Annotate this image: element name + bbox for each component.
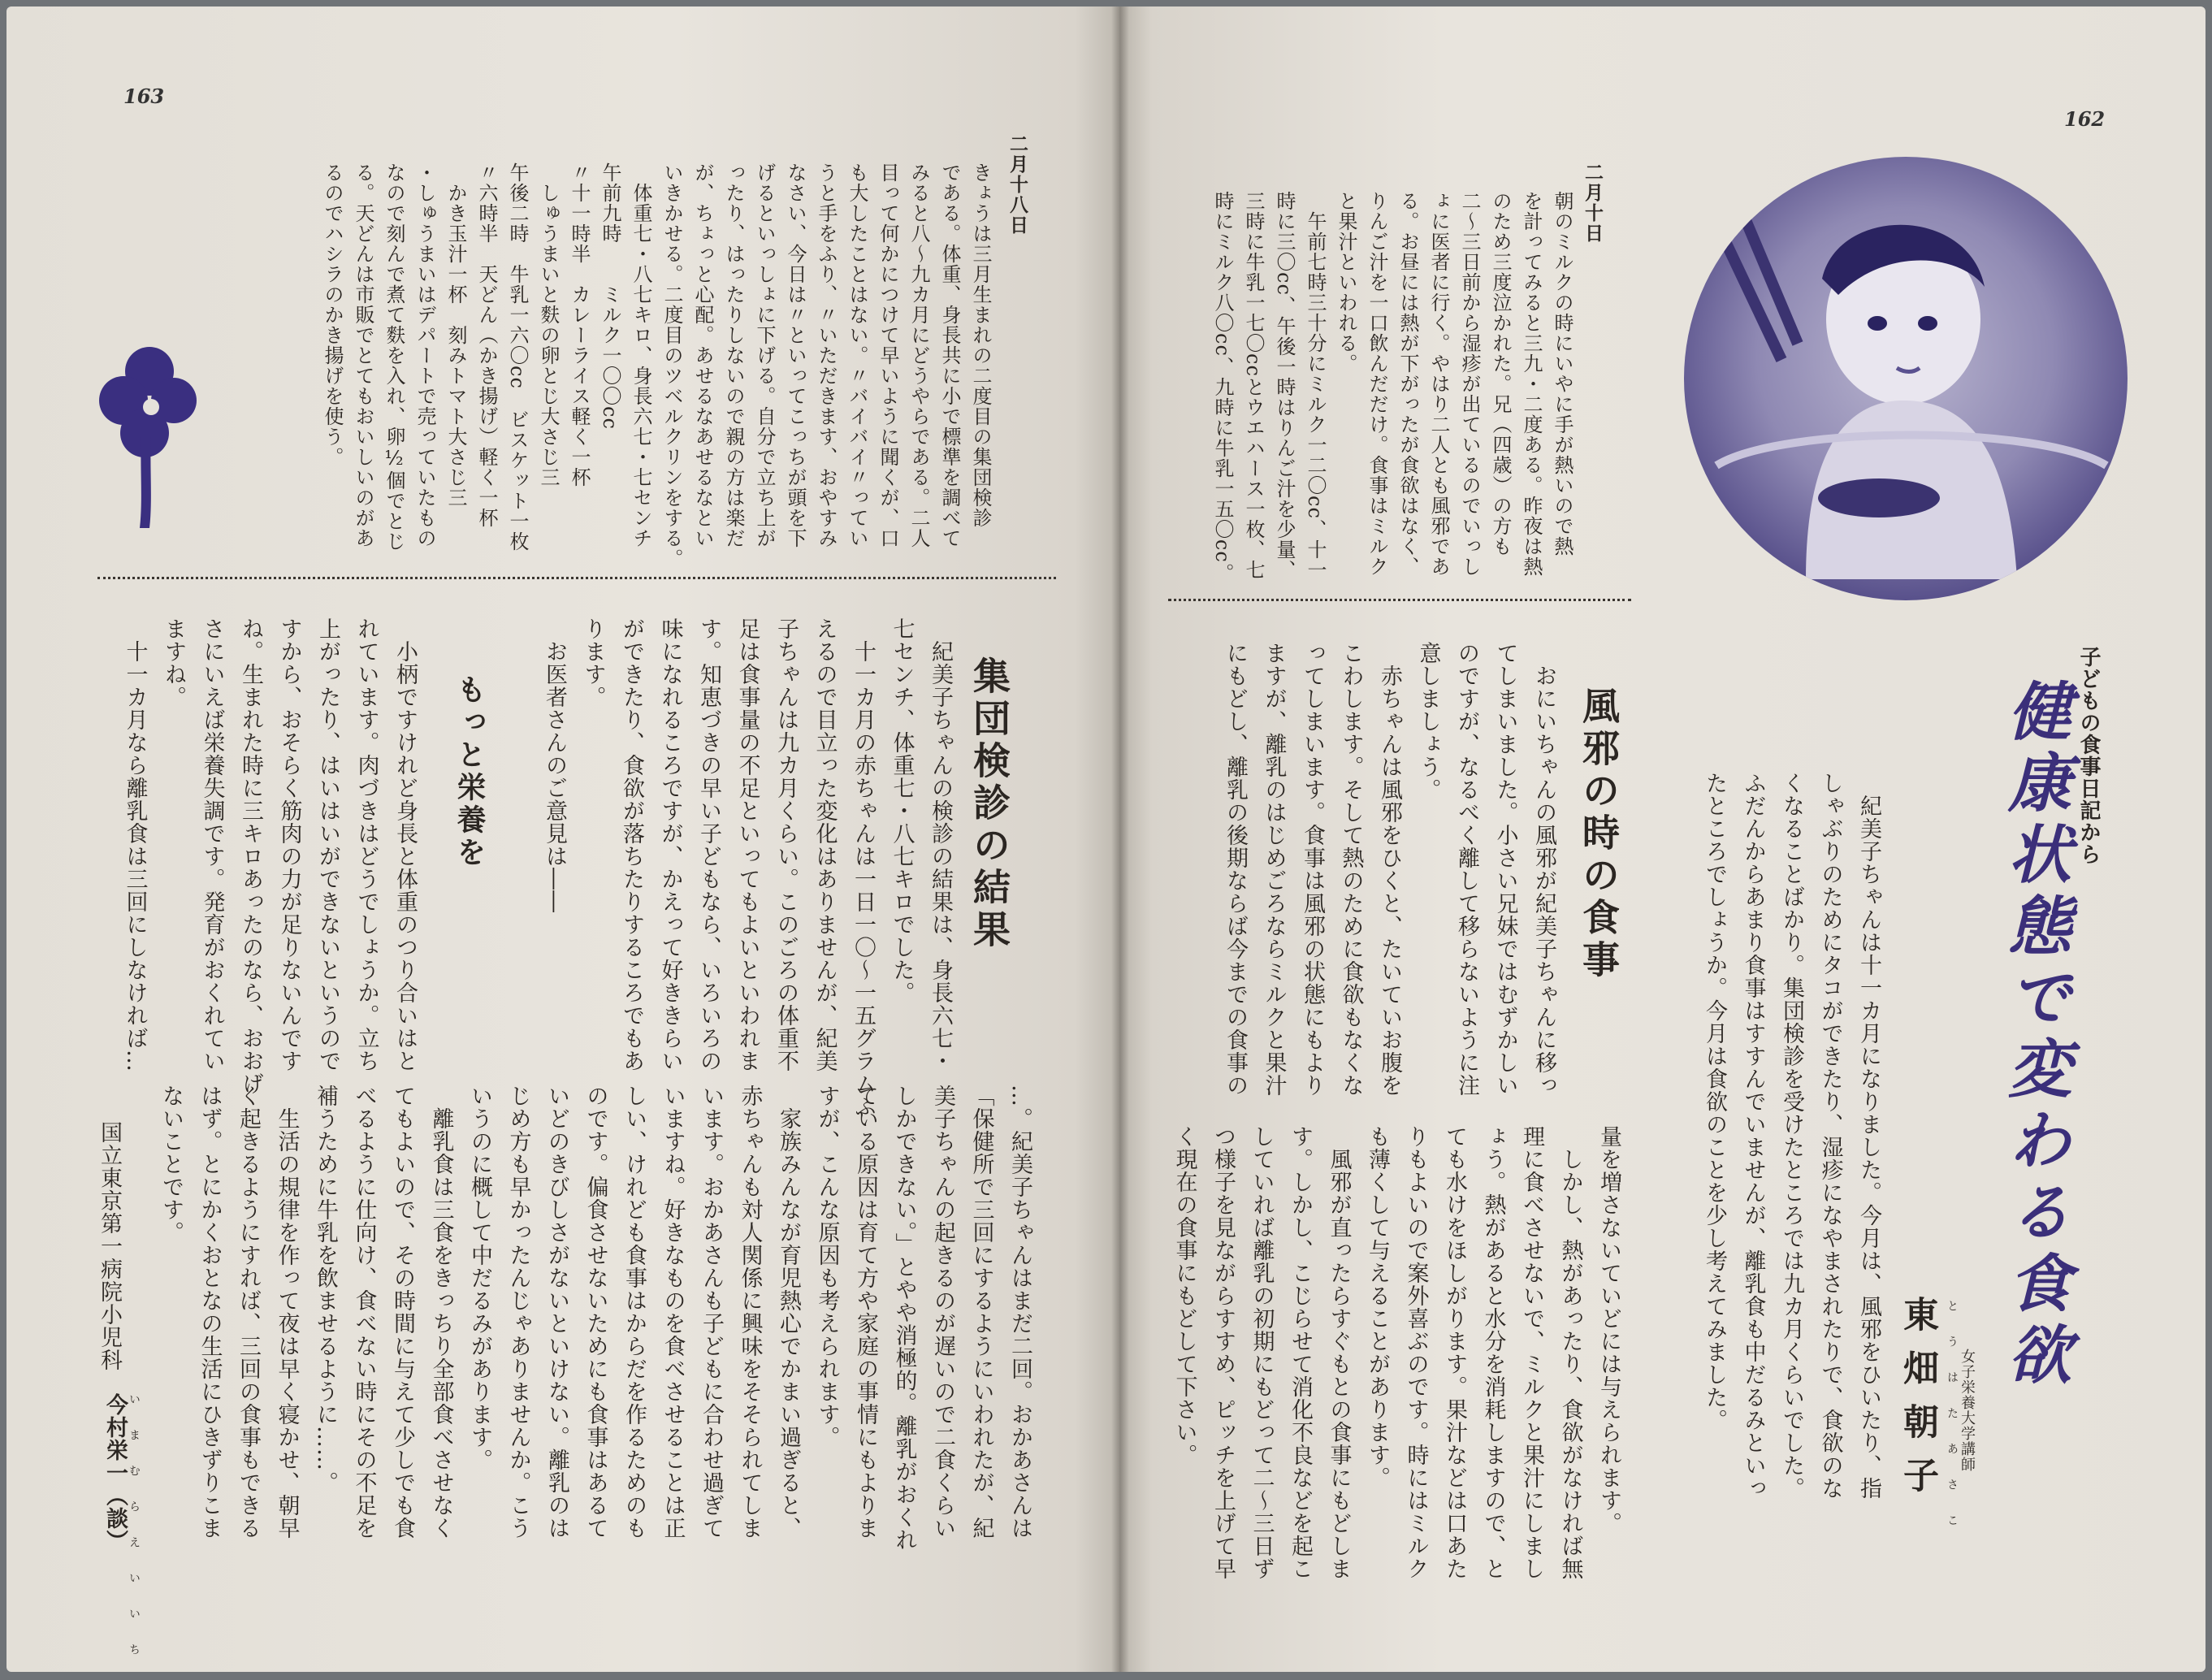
baby-photo <box>1684 157 2128 600</box>
cold-meals-body-text: おにいちゃんの風邪が紀美子ちゃんに移っ てしまいました。小さい兄妹ではむずかしい のですが、なるべく離して移らないように注 意しましょう。 赤ちゃんは風邪をひくと、たいていお腹を こわします。そして熱のために食欲もなくな ってしまいます。食事は風邪の状態にもより ますが、離乳のはじめごろならミルクと果汁 にもどし、離乳の後期ならば今までの食事の <box>1223 642 1556 1097</box>
heading-checkup-result: 集団検診の結果 <box>967 656 1011 952</box>
diary-text-left: きょうは三月生まれの二度目の集団検診 である。体重、身長共に小で標準を調べて みると八〜九カ月にどうやらである。二人 目って何かにつけて早いように聞くが、口 も大したことはない。〃バイバイ〃ってい うと手をふり、〃いただきます、おやすみ なさい、今日は〃といってこっちが頭を下 げるといっしょに下げる。自分で立ち上が ったり、はったりしないので親の方は楽だ が、ちょっと心配。あせるなあせるなとい いきかせる。二度目のツベルクリンをする。 体重七・八七キロ、身長六七・七センチ 午前九時 ミルク一〇〇cc 〃十一時半 カレーライス軽く一杯 しゅうまいと麩の卵とじ大さじ三 午後二時 牛乳一六〇cc ビスケット一枚 〃六時半 天どん（かき揚げ）軽く一杯 かき玉汁一杯 刻みトマト大さじ三 ・しゅうまいはデパートで売っていたもの なので刻んで煮て麩を入れ、卵½個でとじ る。天どんは市販でとてもおいしいのがあ るのでハシラのかき揚げを使う。 <box>321 162 992 569</box>
diary-date-left: 二月十八日 <box>1006 134 1028 236</box>
series-label: 子どもの食事日記から <box>2076 646 2101 865</box>
diary-date-right: 二月十日 <box>1582 162 1604 244</box>
doctor-name: 今村栄一（談） <box>102 1393 128 1552</box>
divider-right <box>1168 599 1631 601</box>
diary-text-right: 朝のミルクの時にいやに手が熱いので熱 を計ってみると三九・二度ある。昨夜は熱 のため三度泣かれた。兄（四歳）の方も 二〜三日前から湿疹が出ているのでいっし ょに医者に行く。やはり二人とも風邪であ る。お昼には熱が下がったが食欲はなく、 りんご汁を一口飲んだだけ。食事はミルク と果汁といわれる。 午前七時三十分にミルク一二〇cc、十一 時に三〇cc、午後一時はりんご汁を少量、 三時に牛乳一七〇ccとウエハース一枚、七 時にミルク八〇cc、九時に牛乳一五〇cc。 <box>1211 191 1574 583</box>
continuation-text-right: 量を増さないていどには与えられます。 しかし、熱があったり、食欲がなければ無 理に食べさせないで、ミルクと果汁にしまし ょう。熱があると水分を消耗しますので、と ても水けをほしがります。果汁などは口あた りもよいので案外喜ぶのです。時にはミルク も薄くして与えることがあります。 風邪が直ったらすぐもとの食事にもどしま す。しかし、こじらせて消化不良などを起こ していれば離乳の初期にもどって二〜三日ず つ様子を見ながらすすめ、ピッチを上げて早 く現在の食事にもどして下さい。 <box>1171 1125 1621 1580</box>
doctor-affiliation: 国立東京第一病院小児科 <box>97 1121 122 1371</box>
page-number-right: 162 <box>2064 107 2106 131</box>
heading-more-nutrition: もっと栄養を <box>452 674 487 869</box>
doctor-name-ruby: いまむらえいいち <box>128 1393 141 1679</box>
doctor-advice-text: 小柄ですけれど身長と体重のつり合いはと れています。肉づきはどうでしょうか。立ち 上がったり、はいはいができないというので すから、おそらく筋肉の力が足りないんです ね。生まれた時に三キロあったのなら、おおげ さにいえば栄養失調です。発育がおくれてい ますね。 十一カ月なら離乳食は三回にしなければ… <box>122 617 418 1095</box>
intro-text: 紀美子ちゃんは十一カ月になりました。今月は、風邪をひいたり、指 しゃぶりのためにタコができたり、湿疹になやまされたりで、食欲のな くなることばかり。集団検診を受けたところでは九カ月くらいでした。 ふだんからあまり食事はすすんでいませんが、離乳食も中だるみといっ たところでしょうか。今月は食欲のことを少し考えてみました。 <box>1702 772 1881 1500</box>
author-name: 東畑朝子 <box>1897 1296 1938 1510</box>
page-number-left: 163 <box>123 84 165 108</box>
checkup-body-text: 紀美子ちゃんの検診の結果は、身長六七・ 七センチ、体重七・八七キロでした。 十一カ月の赤ちゃんは一日一〇〜一五グラムふ えるので目立った変化はありませんが、紀美 子ちゃんは九カ月くらい。このごろの体重不 足は食事量の不足といってもよいといわれま す。知恵づきの早い子どもなら、いろいろの 味になれるころですが、かえって好ききらい ができたり、食欲が落ちたりするころでもあ ります。 お医者さんのご意見は―― <box>542 617 953 1118</box>
continuation-text-left: …。紀美子ちゃんはまだ二回。おかあさんは 「保健所で三回にするようにいわれたが、紀 美子ちゃんの起きるのが遅いので二食くらい しかできない。」とやや消極的。離乳がおくれ ている原因は育て方や家庭の事情にもよりま すが、こんな原因も考えられます。 家族みんなが育児熱心でかまい過ぎると、 赤ちゃんも対人関係に興味をそそられてしま います。おかあさんも子どもに合わせ過ぎて いますね。好きなものを食べさせることは正 しい、けれども食事はからだを作るためのも のです。偏食させないためにも食事はあるて いどのきびしさがないといけない。離乳のは じめ方も早かったんじゃありませんか。こう いうのに概して中だるみがあります。 離乳食は三食をきっちり全部食べさせなく てもよいので、その時間に与えて少しでも食 べるように仕向け、食べない時にその不足を 補うために牛乳を飲ませるように……。 生活の規律を作って夜は早く寝かせ、朝早 く起きるようにすれば、三回の食事もできる はず。とにかくおとなの生活にひきずりこま ないことです。 <box>158 1085 1032 1552</box>
author-name-ruby: とうはたあさこ <box>1946 1300 1959 1550</box>
article-title: 健康状態で変わる食欲 <box>1998 678 2071 1393</box>
divider-left <box>97 577 1056 579</box>
author-affiliation: 女子栄養大学講師 <box>1959 1349 1976 1472</box>
clover-icon <box>99 337 197 532</box>
gutter <box>1111 6 1129 1672</box>
heading-cold-meals: 風邪の時の食事 <box>1577 686 1621 982</box>
